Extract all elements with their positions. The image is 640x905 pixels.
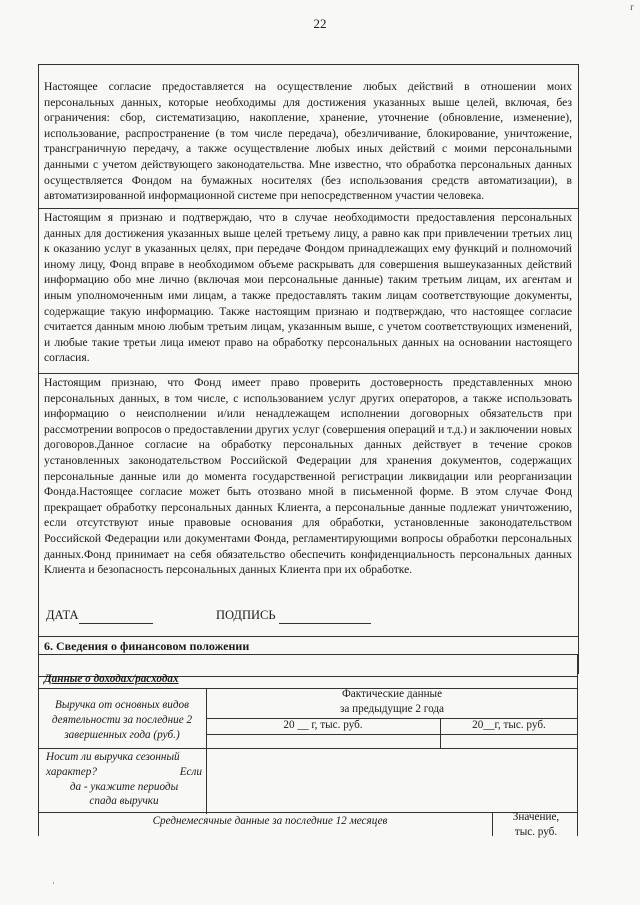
seasonal-line-4: спада выручки: [89, 795, 159, 808]
table-row-divider: [38, 748, 578, 749]
table-row-divider: [206, 734, 578, 735]
signature-label: ПОДПИСЬ: [216, 608, 276, 622]
seasonal-line-2a: характер?: [46, 765, 97, 778]
seasonal-line-2: [46, 765, 202, 780]
seasonal-line-3: да - укажите периоды: [69, 780, 179, 793]
date-label: ДАТА: [46, 608, 79, 622]
consent-paragraph-3: Настоящим признаю, что Фонд имеет право проверить достоверность представленных мною персональных данных, в том числе, с использованием услуг других операторов, а также использовать информацию о неисполнении и/или ненадлежащем исполнении договорных обязательств при рассмотрении вопросов о предоставлении других услуг (совершения операций и т.д.) и заключении новых договоров.Данное согласие на обработку персональных данных действует в течение сроков установленных законодательством Российской Федерации для хранения документов, содержащих персональные данные или до момента государственной регистрации ликвидации или реорганизации Фонда.Настоящее согласие может быть отозвано мной в письменной форме. В этом случае Фонд прекращает обработку персональных данных Клиента, а персональные данные подлежат уничтожению, если отсутствуют иные правовые основания для обработки, установленные законодательством Российской Федерации или документами Фонда, регламентирующими вопросы обработки персональных данных.Фонд принимает на себя обязательство обеспечить конфиденциальность персональных данных Клиента и безопасность персональных данных Клиента при их обработке.: [44, 376, 572, 577]
corner-mark: г: [630, 2, 634, 12]
revenue-label: Выручка от основных видов деятельности за последние 2 завершенных года (руб.): [51, 699, 193, 741]
section-title: 6. Сведения о финансовом положении: [44, 639, 250, 653]
seasonal-line-2b: Если: [179, 765, 202, 778]
frame-top-border: [38, 64, 578, 65]
section-divider: [38, 636, 578, 637]
seasonal-line-1: Носит ли выручка сезонный: [46, 751, 180, 763]
value-label-line-1: Значение,: [512, 811, 560, 823]
year-2-header: 20__г, тыс. руб.: [472, 719, 546, 731]
consent-paragraph-1: Настоящее согласие предоставляется на осуществление любых действий в отношении моих персональных данных, которые необходимы для достижения указанных выше целей, включая, без ограничения: сбор, систематизацию, накопление, хранение, уточнение (обновление, изменение), использование, распространение (в том числе передача), обезличивание, блокирование, уничтожение, трансграничную передачу, а также осуществление любых иных действий с моими персональными данными с учетом действующего законодательства. Мне известно, что обработка персональных данных осуществляется Фондом на бумажных носителях (без использования средств автоматизации), в автоматизированной информационной системе при непосредственном участии человека.: [44, 80, 572, 203]
stray-mark: ·: [52, 878, 55, 888]
value-label: [494, 810, 578, 840]
monthly-data-label: Среднемесячные данные за последние 12 месяцев: [152, 815, 388, 827]
date-field: [46, 608, 153, 624]
actual-data-header-line1: Фактические данные: [341, 688, 443, 700]
paragraph-divider: [38, 373, 578, 374]
table-col-divider: [492, 812, 493, 836]
page-number: 22: [313, 16, 327, 31]
actual-data-header-line2: за предыдущие 2 года: [339, 702, 445, 715]
consent-paragraph-2: Настоящим я признаю и подтверждаю, что в случае необходимости предоставления персональных данных для достижения указанных выше целей третьему лицу, а равно как при привлечении третьих лиц к оказанию услуг в указанных целях, при передаче Фондом принадлежащих ему функций и полномочий иному лицу, Фонд вправе в необходимом объеме раскрывать для совершения вышеуказанных действий информацию обо мне лично (включая мои персональные данные) таким третьим лицам, их агентам и иным уполномоченным ими лицам, а также предоставлять таким лицам соответствующие документы, содержащие такую информацию. Также настоящим признаю и подтверждаю, что настоящее согласие считается данным мною любым третьим лицам, указанным выше, с учетом соответствующих изменений, и любые такие третьи лица имеют право на обработку персональных данных на основании настоящего согласия.: [44, 211, 572, 365]
paragraph-divider: [38, 208, 578, 209]
income-subsection-title: Данные о доходах/расходах: [44, 673, 179, 685]
signature-field: [216, 608, 371, 624]
value-label-line-2: тыс. руб.: [514, 825, 558, 838]
date-blank[interactable]: [79, 608, 153, 624]
year-1-header: 20 __ г, тыс. руб.: [283, 719, 363, 731]
signature-blank[interactable]: [279, 608, 371, 624]
actual-data-header: [206, 687, 578, 717]
seasonal-question: [46, 750, 202, 809]
